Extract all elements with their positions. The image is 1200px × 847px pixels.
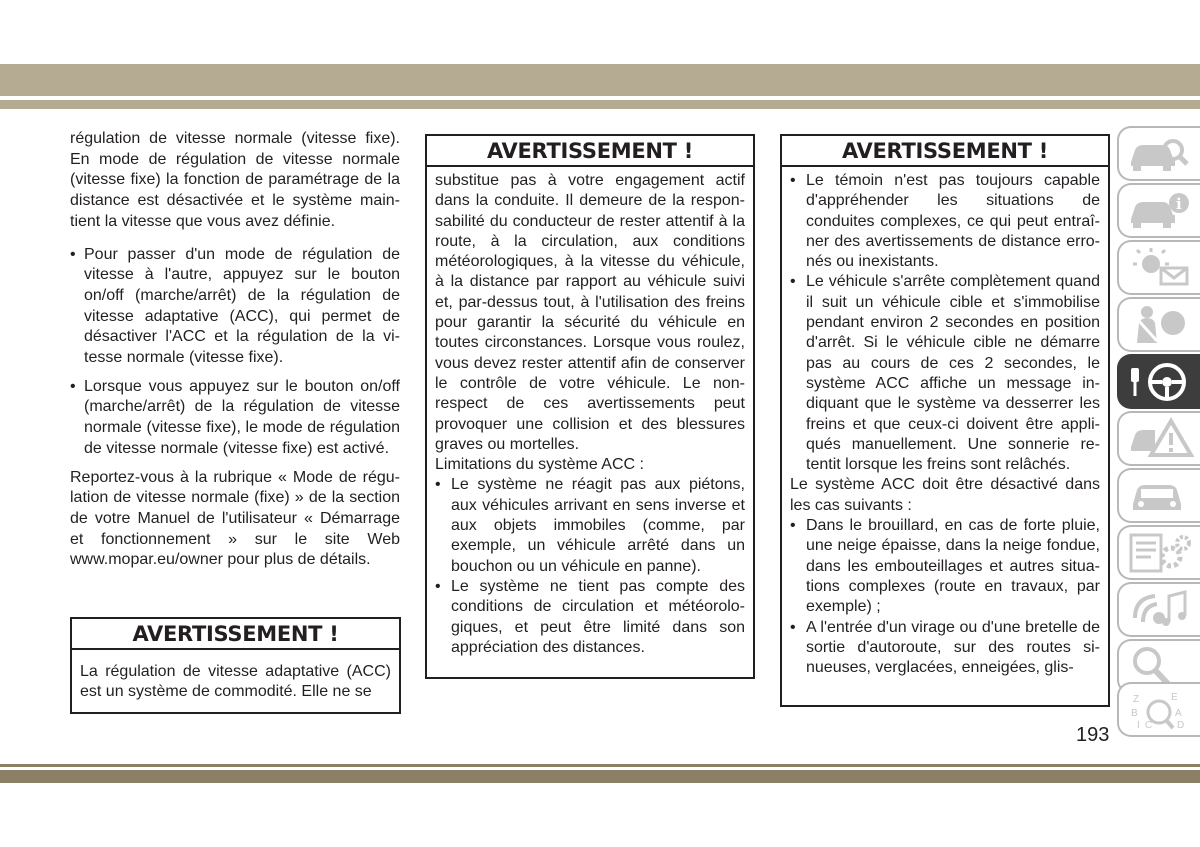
header-band <box>0 64 1200 96</box>
tab-car-search[interactable] <box>1117 126 1200 181</box>
tab-maintenance[interactable] <box>1117 468 1200 523</box>
list-item: • Le véhicule s'arrête complètement quand il suit un véhicule cible et s'immobilise pendant environ 2 secondes en position d'arrêt. Si le véhicule cible ne démarre pas au cours de ces 2 secondes, le système ACC affiche un message indiquant que le système va desserrer les freins et que ceux-ci doivent être appliqués manuellement. Une sonnerie retentit lorsque les freins sont relâchés. <box>790 272 1100 475</box>
tab-safety[interactable] <box>1117 297 1200 352</box>
key-steering-wheel-icon <box>1125 360 1195 404</box>
svg-text:I: I <box>1137 720 1140 731</box>
list-item: • A l'entrée d'un virage ou d'une bretelle de sortie d'autoroute, sur des routes sinueuses, verglacées, enneigées, glis- <box>790 618 1100 679</box>
footer-band <box>0 770 1200 783</box>
car-info-icon <box>1125 189 1195 233</box>
specifications-gear-icon <box>1125 531 1195 575</box>
tab-specifications[interactable] <box>1117 525 1200 580</box>
warning-bullet-list <box>790 171 1100 475</box>
warning-text: substitue pas à votre engagement actif dans la conduite. Il demeure de la responsabilité du conducteur de rester attentif à la route, à la circulation, aux conditions météorologiques, à la vitesse du véhicule, à la distance par rapport au véhicule suivi et, par-dessus tout, à l'utilisation des freins pour garantir la sécurité du véhicule en toutes circonstances. Lorsque vous roulez, vous devez rester attentif afin de conserver le contrôle de votre véhicule. Le non-respect de ces avertissements peut provoquer une collision et des blessures graves ou mortelles. <box>435 172 745 453</box>
warning-body <box>72 650 399 703</box>
alphabetical-index-icon <box>1125 688 1195 732</box>
svg-text:B: B <box>1131 708 1138 719</box>
seatbelt-airbag-icon <box>1125 303 1195 347</box>
text-column-left <box>70 129 400 571</box>
mode-bullet-list <box>70 245 400 460</box>
limitations-list <box>435 475 745 658</box>
multimedia-music-icon <box>1125 588 1195 632</box>
svg-text:Z: Z <box>1133 694 1140 705</box>
deactivation-cases-list <box>790 516 1100 678</box>
list-item: • Le système ne réagit pas aux piétons, aux véhicules arrivant en sens inverse et aux objets immobiles (comme, par exemple, un véhicule arrêté dans un bouchon ou un véhicule en panne). <box>435 475 745 576</box>
svg-text:D: D <box>1177 720 1185 731</box>
car-breakdown-icon <box>1125 417 1195 461</box>
limitations-heading: Limitations du système ACC : <box>435 456 644 474</box>
svg-text:E: E <box>1171 692 1178 703</box>
tab-car-info[interactable] <box>1117 183 1200 238</box>
intro-paragraph: régulation de vitesse normale (vitesse fixe). En mode de régulation de vitesse normale (vitesse fixe) la fonction de paramétrage de la distance est désactivée et le système maintient la vitesse que vous avez définie. <box>70 130 400 230</box>
page-number: 193 <box>1076 724 1110 746</box>
warning-box-1 <box>70 617 401 714</box>
warning-text: La régulation de vitesse adaptative (ACC) est un système de commodité. Elle ne se <box>80 663 391 701</box>
warning-title: AVERTISSEMENT ! <box>72 619 399 650</box>
tab-multimedia[interactable] <box>1117 582 1200 637</box>
list-item: • Dans le brouillard, en cas de forte pluie, une neige épaisse, dans la neige fondue, dans les embouteillages et autres situations complexes (route en travaux, par exemple) ; <box>790 516 1100 617</box>
header-rule <box>0 100 1200 109</box>
svg-text:C: C <box>1145 720 1153 731</box>
warning-title: AVERTISSEMENT ! <box>782 136 1108 167</box>
tab-alphabetical-index[interactable] <box>1117 682 1200 737</box>
svg-text:A: A <box>1175 708 1182 719</box>
list-item: • Le témoin n'est pas toujours capable d'appréhender les situations de conduites complexes, ce qui peut entraîner des avertissements de distance erronés ou inexistants. <box>790 171 1100 272</box>
car-maintenance-icon <box>1125 474 1195 518</box>
warning-box-2 <box>425 134 755 679</box>
warning-title: AVERTISSEMENT ! <box>427 136 753 167</box>
deactivation-heading: Le système ACC doit être désactivé dans les cas suivants : <box>790 476 1100 514</box>
list-item: • Le système ne tient pas compte des conditions de circulation et météorologiques, et peut être limité dans son appréciation des distances. <box>435 577 745 658</box>
tab-emergency[interactable] <box>1117 411 1200 466</box>
warning-body <box>782 167 1108 678</box>
warning-light-message-icon <box>1125 246 1195 290</box>
list-item: • Pour passer d'un mode de régulation de vitesse à l'autre, appuyez sur le bouton on/off (marche/arrêt) de la régulation de vitesse adaptative (ACC), qui permet de désactiver l'ACC et la régulation de la vitesse normale (vitesse fixe). <box>70 245 400 369</box>
footer-rule <box>0 764 1200 767</box>
svg-text:i: i <box>1176 195 1182 213</box>
warning-body <box>427 167 753 658</box>
reference-paragraph: Reportez-vous à la rubrique « Mode de régulation de vitesse normale (fixe) » de la section de votre Manuel de l'utilisateur « Démarrage et fonctionnement » sur le site Web www.mopar.eu/owner pour plus de détails. <box>70 468 400 569</box>
warning-box-3 <box>780 134 1110 707</box>
car-search-icon <box>1125 132 1195 176</box>
tab-starting-and-operating[interactable] <box>1117 354 1200 409</box>
list-item: • Lorsque vous appuyez sur le bouton on/off (marche/arrêt) de la régulation de vitesse normale (vitesse fixe), le mode de régulation de vitesse normale (vitesse fixe) est activé. <box>70 377 400 460</box>
tab-warning-lights[interactable] <box>1117 240 1200 295</box>
